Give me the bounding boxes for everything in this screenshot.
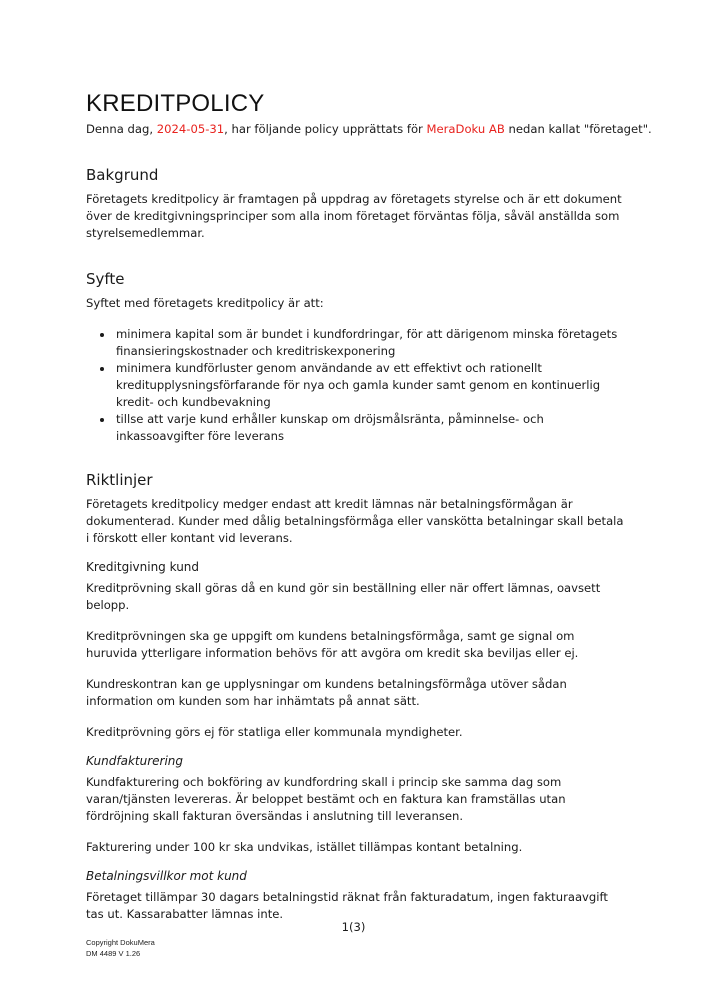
page-number: 1(3)	[341, 920, 366, 934]
kundfakturering-paragraph: Fakturering under 100 kr ska undvikas, istället tillämpas kontant betalning.	[86, 840, 523, 854]
kreditgivning-paragraph: Kreditprövning görs ej för statliga eller kommunala myndigheter.	[86, 725, 463, 739]
bullet-item: • minimera kundförluster genom användande av ett effektivt och rationellt kreditupplysningsförfarande för nya och gamla kunder samt genom en kontinuerlig kredit- och kundbevakning	[114, 360, 626, 411]
kreditgivning-paragraph: Kreditprövningen ska ge uppgift om kundens betalningsförmåga, samt ge signal om huruvida ytterligare information behövs för att avgöra om kredit ska beviljas eller ej.	[86, 629, 579, 660]
page-title: KREDITPOLICY	[86, 90, 265, 117]
heading-betalningsvillkor: Betalningsvillkor mot kund	[86, 869, 247, 883]
footer-doc-id: DM 4489 V 1.26	[86, 949, 141, 958]
section-bakgrund	[86, 165, 626, 242]
syfte-bullet-list	[86, 326, 626, 445]
syfte-intro: Syftet med företagets kreditpolicy är att:	[86, 296, 324, 310]
heading-syfte: Syfte	[86, 270, 125, 288]
section-riktlinjer	[86, 470, 626, 923]
kreditgivning-paragraph: Kreditprövning skall göras då en kund gör sin beställning eller när offert lämnas, oavsett belopp.	[86, 581, 601, 612]
heading-kreditgivning: Kreditgivning kund	[86, 560, 200, 574]
bakgrund-text: Företagets kreditpolicy är framtagen på uppdrag av företagets styrelse och är ett dokument över de kreditgivningsprinciper som alla inom företaget förväntas följa, såväl anställda som styrelsemedlemmar.	[86, 192, 622, 240]
intro-text-1: Denna dag,	[86, 122, 157, 136]
heading-kundfakturering: Kundfakturering	[86, 754, 184, 768]
heading-riktlinjer: Riktlinjer	[86, 471, 153, 489]
document-body	[86, 90, 652, 923]
riktlinjer-intro: Företagets kreditpolicy medger endast att kredit lämnas när betalningsförmågan är dokumenterad. Kunder med dålig betalningsförmåga eller vanskötta betalningar skall betala i förskott eller kontant vid leverans.	[86, 497, 624, 545]
footer-copyright: Copyright DokuMera	[86, 938, 155, 947]
heading-bakgrund: Bakgrund	[86, 166, 159, 184]
intro-text-3: nedan kallat "företaget".	[504, 122, 652, 136]
intro-line	[86, 121, 652, 138]
policy-date: 2024-05-31	[156, 122, 225, 136]
betalningsvillkor-text: Företaget tillämpar 30 dagars betalningstid räknat från fakturadatum, ingen fakturaavgift tas ut. Kassarabatter lämnas inte.	[86, 890, 608, 921]
bullet-item: • tillse att varje kund erhåller kunskap om dröjsmålsränta, påminnelse- och inkassoavgifter före leverans	[114, 411, 626, 445]
company-name: MeraDoku AB	[426, 122, 505, 136]
section-syfte	[86, 269, 626, 445]
bullet-item: • minimera kapital som är bundet i kundfordringar, för att därigenom minska företagets finansieringskostnader och kreditriskexponering	[114, 326, 626, 360]
page-footer	[86, 937, 155, 959]
intro-text-2: , har följande policy upprättats för	[224, 122, 427, 136]
kreditgivning-paragraph: Kundreskontran kan ge upplysningar om kundens betalningsförmåga utöver sådan information om kunden som har inhämtats på annat sätt.	[86, 677, 567, 708]
kundfakturering-paragraph: Kundfakturering och bokföring av kundfordring skall i princip ske samma dag som varan/tjänsten levereras. Är beloppet bestämt och en faktura kan framställas utan fördröjning skall fakturan översändas i anslutning till leveransen.	[86, 775, 566, 823]
